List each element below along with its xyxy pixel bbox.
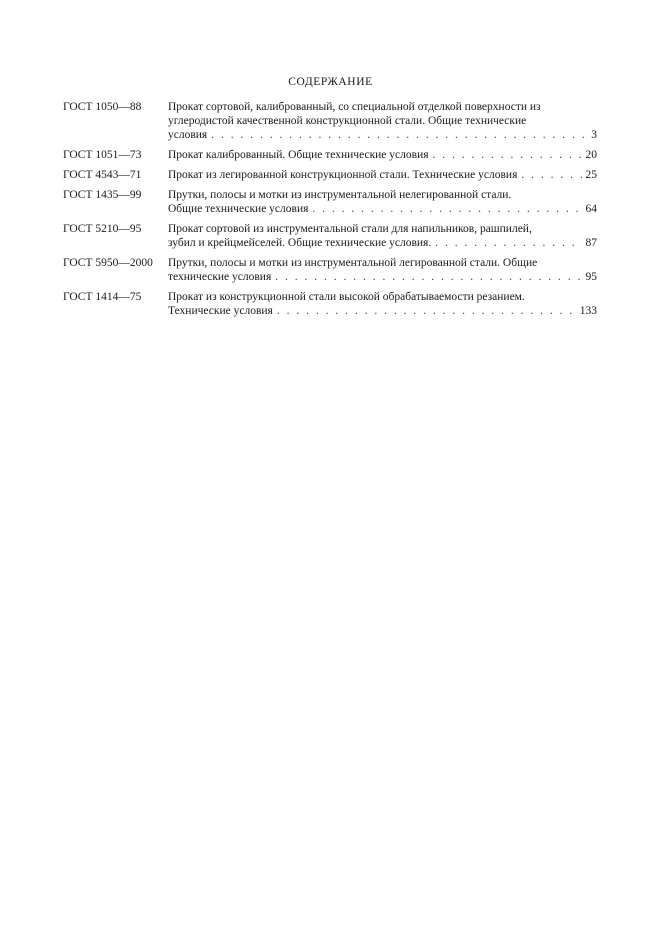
- toc-entry: [63, 290, 597, 318]
- page-number: 133: [579, 305, 597, 317]
- entry-body: [168, 256, 597, 284]
- page-number: 87: [585, 237, 597, 249]
- entry-body: [168, 222, 597, 250]
- entry-last-line: [168, 304, 597, 318]
- entry-body: [168, 188, 597, 216]
- entry-body: [168, 290, 597, 318]
- entry-title-end: Технические условия: [168, 305, 273, 317]
- dot-leader: [211, 128, 587, 142]
- standard-code: ГОСТ 1051—73: [63, 149, 142, 161]
- standard-code: ГОСТ 1414—75: [63, 291, 142, 303]
- toc-title: СОДЕРЖАНИЕ: [288, 76, 373, 88]
- page-number: 3: [591, 129, 597, 141]
- dot-leader: [277, 304, 576, 318]
- page-number: 20: [585, 149, 597, 161]
- standard-code: ГОСТ 4543—71: [63, 169, 142, 181]
- page-number: 25: [585, 169, 597, 181]
- dot-leader: [275, 270, 581, 284]
- dot-leader: [521, 168, 581, 182]
- dot-leader: [433, 148, 582, 162]
- toc-list: [63, 100, 597, 324]
- entry-last-line: [168, 168, 597, 182]
- toc-entry: [63, 100, 597, 142]
- entry-title: Прокат из конструкционной стали высокой обрабатываемости резанием.: [168, 291, 525, 303]
- entry-last-line: [168, 236, 597, 250]
- standard-code: ГОСТ 1435—99: [63, 189, 142, 201]
- toc-entry: [63, 256, 597, 284]
- entry-last-line: [168, 148, 597, 162]
- entry-title: Прокат из легированной конструкционной стали. Технические условия: [168, 169, 518, 181]
- entry-title: Прутки, полосы и мотки из инструментальной легированной стали. Общие: [168, 257, 538, 269]
- toc-entry: [63, 222, 597, 250]
- entry-body: [168, 148, 597, 162]
- page-number: 64: [585, 203, 597, 215]
- entry-body: [168, 168, 597, 182]
- toc-entry: [63, 168, 597, 182]
- toc-entry: [63, 148, 597, 162]
- page-number: 95: [585, 271, 597, 283]
- entry-title: Прокат калиброванный. Общие технические условия: [168, 149, 429, 161]
- entry-last-line: [168, 270, 597, 284]
- standard-code: ГОСТ 1050—88: [63, 101, 142, 113]
- entry-title-end: условия: [168, 129, 208, 141]
- entry-title-end: зубил и крейцмейселей. Общие технические условия.: [168, 237, 432, 249]
- entry-body: [168, 100, 597, 142]
- entry-title: Прутки, полосы и мотки из инструментальной нелегированной стали.: [168, 189, 512, 201]
- entry-title-end: технические условия: [168, 271, 272, 283]
- toc-entry: [63, 188, 597, 216]
- dot-leader: [312, 202, 581, 216]
- dot-leader: [435, 236, 581, 250]
- entry-last-line: [168, 128, 597, 142]
- standard-code: ГОСТ 5210—95: [63, 223, 142, 235]
- entry-title: Прокат сортовой, калиброванный, со специальной отделкой поверхности из углеродистой качественной конструкционной стали. Общие технические: [168, 101, 541, 127]
- standard-code: ГОСТ 5950—2000: [63, 257, 153, 269]
- entry-title-end: Общие технические условия: [168, 203, 309, 215]
- entry-last-line: [168, 202, 597, 216]
- entry-title: Прокат сортовой из инструментальной стали для напильников, рашпилей,: [168, 223, 532, 235]
